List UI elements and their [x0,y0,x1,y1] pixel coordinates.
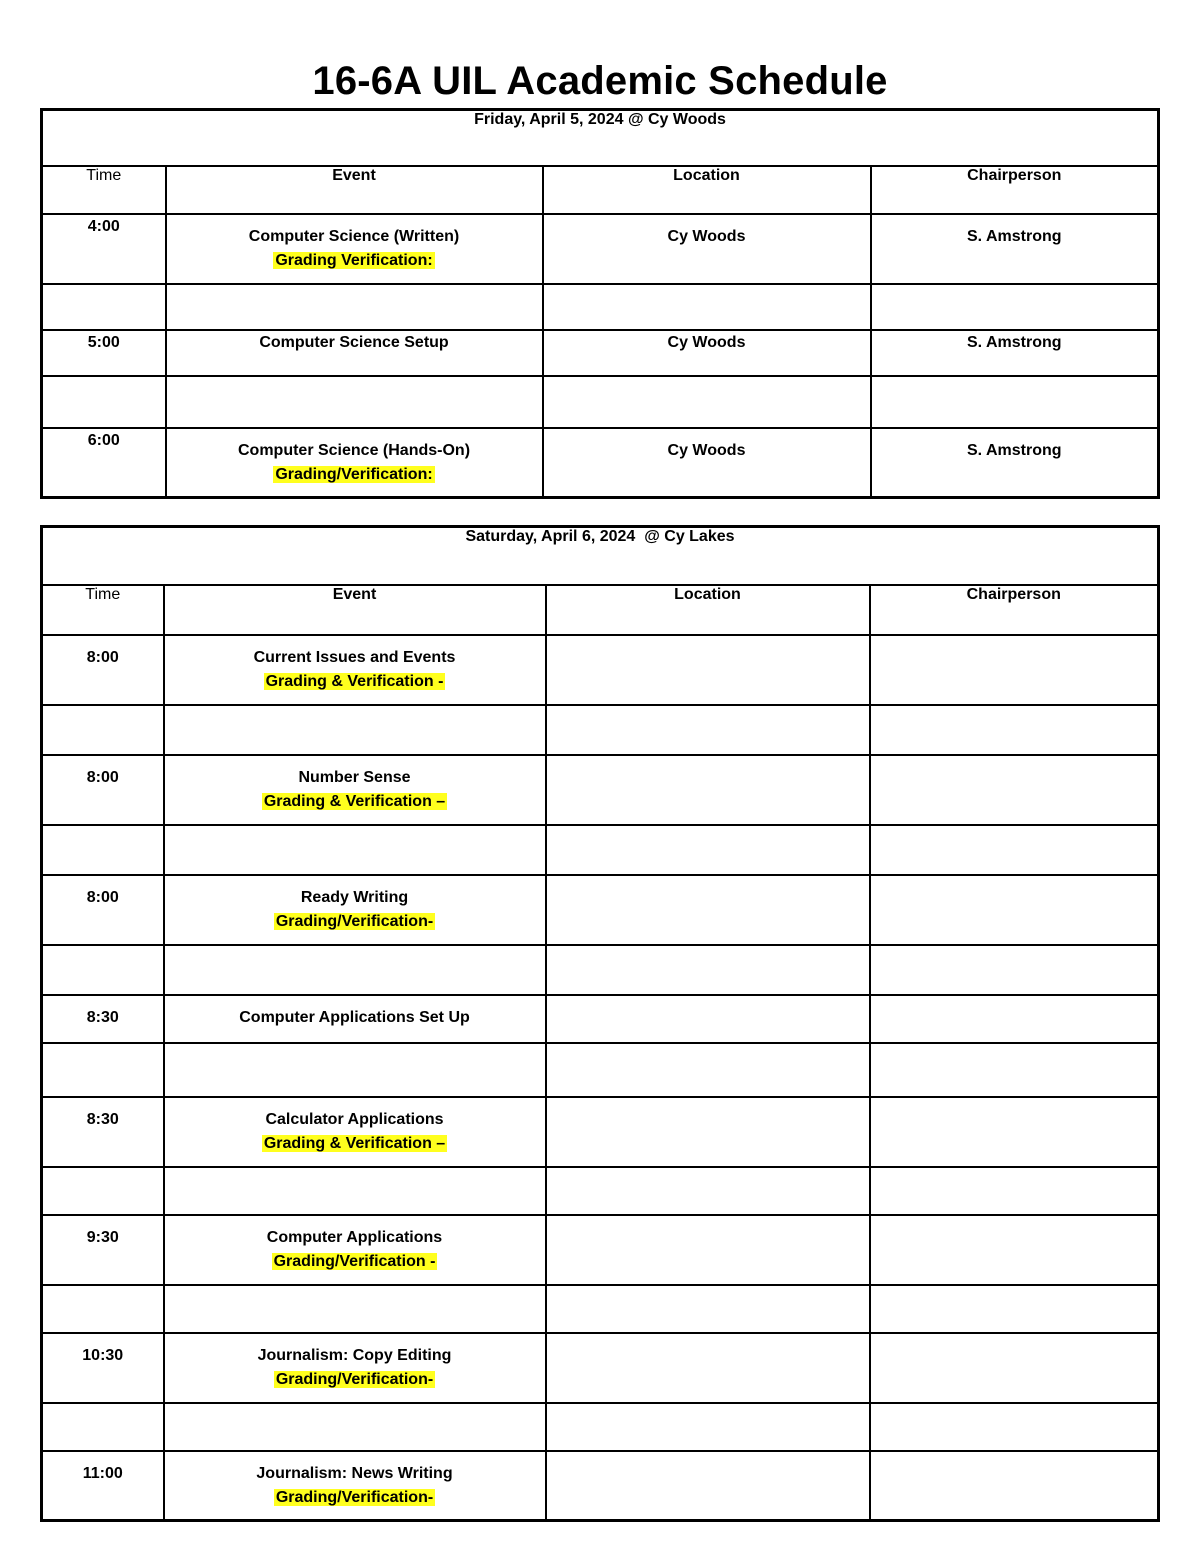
chairperson-cell [870,995,1159,1043]
chairperson-cell [870,705,1159,755]
saturday-day-heading: Saturday, April 6, 2024 @ Cy Lakes [42,527,1159,585]
table-row [42,376,1159,428]
column-header-chairperson: Chairperson [870,585,1159,635]
time-cell: 6:00 [42,428,166,498]
location-cell [546,705,870,755]
event-name: Journalism: News Writing [256,1464,453,1482]
time-cell: 5:00 [42,330,166,376]
chairperson-cell [870,1167,1159,1215]
saturday-day-heading-row [42,527,1159,585]
table-row [42,1333,1159,1403]
chairperson-cell [870,1403,1159,1451]
location-cell: Cy Woods [543,214,871,284]
event-name: Number Sense [298,768,411,786]
column-header-event: Event [166,166,543,214]
event-cell [166,330,543,376]
event-cell [164,1333,546,1403]
grading-note: Grading/Verification: [275,465,433,483]
time-cell [42,376,166,428]
event-name: Computer Science (Hands-On) [237,441,471,459]
friday-day-heading: Friday, April 5, 2024 @ Cy Woods [42,110,1159,166]
event-cell [164,1403,546,1451]
event-name: Ready Writing [300,888,409,906]
chairperson-cell [870,755,1159,825]
event-cell [164,1215,546,1285]
chairperson-cell [871,376,1159,428]
event-name: Journalism: Copy Editing [257,1346,452,1364]
table-row [42,1403,1159,1451]
table-row [42,995,1159,1043]
table-row [42,1215,1159,1285]
chairperson-cell [870,875,1159,945]
time-cell: 8:30 [42,995,164,1043]
table-row [42,1097,1159,1167]
location-cell [546,1043,870,1097]
location-cell [546,875,870,945]
time-cell [42,705,164,755]
event-cell [164,875,546,945]
saturday-schedule-table [40,525,1160,1522]
location-cell [546,945,870,995]
column-header-location: Location [543,166,871,214]
event-cell [164,825,546,875]
location-cell: Cy Woods [543,428,871,498]
chairperson-cell [870,635,1159,705]
event-cell [164,945,546,995]
location-cell [543,284,871,330]
event-name: Calculator Applications [265,1110,444,1128]
table-row [42,825,1159,875]
event-name: Computer Applications Set Up [239,1008,470,1026]
grading-note: Grading & Verification – [263,792,446,810]
event-cell [164,1043,546,1097]
grading-note: Grading & Verification - [265,672,444,690]
column-header-time: Time [42,166,166,214]
friday-schedule-table [40,108,1160,499]
location-cell [546,635,870,705]
chairperson-cell [870,1451,1159,1521]
time-cell [42,1043,164,1097]
event-name: Computer Applications [266,1228,443,1246]
event-cell [164,705,546,755]
grading-note: Grading/Verification - [273,1252,436,1270]
table-row [42,945,1159,995]
table-row [42,1167,1159,1215]
location-cell [546,1215,870,1285]
chairperson-cell: S. Amstrong [871,214,1159,284]
chairperson-cell: S. Amstrong [871,428,1159,498]
location-cell [546,1097,870,1167]
time-cell [42,825,164,875]
chairperson-cell [870,825,1159,875]
event-name: Computer Science Setup [259,333,449,351]
chairperson-cell [870,1097,1159,1167]
event-cell [166,214,543,284]
chairperson-cell [870,1215,1159,1285]
time-cell: 4:00 [42,214,166,284]
time-cell [42,1167,164,1215]
event-cell [166,376,543,428]
location-cell [546,1451,870,1521]
friday-day-heading-row [42,110,1159,166]
location-cell [546,1403,870,1451]
chairperson-cell [870,1333,1159,1403]
chairperson-cell [870,945,1159,995]
table-row [42,1043,1159,1097]
event-name: Computer Science (Written) [248,227,460,245]
page-title: 16-6A UIL Academic Schedule [312,59,888,103]
table-row [42,705,1159,755]
time-cell [42,945,164,995]
event-cell [166,284,543,330]
chairperson-cell [870,1285,1159,1333]
chairperson-cell: S. Amstrong [871,330,1159,376]
location-cell [546,1333,870,1403]
grading-note: Grading & Verification – [263,1134,446,1152]
event-name: Current Issues and Events [253,648,456,666]
time-cell: 8:00 [42,755,164,825]
column-header-chairperson: Chairperson [871,166,1159,214]
time-cell: 11:00 [42,1451,164,1521]
time-cell: 8:00 [42,875,164,945]
column-header-location: Location [546,585,870,635]
time-cell: 9:30 [42,1215,164,1285]
table-row [42,330,1159,376]
table-row [42,1285,1159,1333]
time-cell: 8:00 [42,635,164,705]
location-cell [546,1167,870,1215]
table-row [42,1451,1159,1521]
saturday-column-header-row [42,585,1159,635]
saturday-rows [42,635,1159,1521]
table-row [42,284,1159,330]
table-row [42,755,1159,825]
time-cell [42,1285,164,1333]
table-row [42,875,1159,945]
table-row [42,428,1159,498]
event-cell [164,1285,546,1333]
grading-note: Grading/Verification- [275,1370,434,1388]
event-cell [164,755,546,825]
event-cell [166,428,543,498]
time-cell: 10:30 [42,1333,164,1403]
time-cell [42,284,166,330]
event-cell [164,635,546,705]
location-cell [546,995,870,1043]
location-cell [546,755,870,825]
table-row [42,635,1159,705]
location-cell [543,376,871,428]
time-cell: 8:30 [42,1097,164,1167]
chairperson-cell [870,1043,1159,1097]
location-cell: Cy Woods [543,330,871,376]
event-cell [164,1167,546,1215]
grading-note: Grading Verification: [275,251,433,269]
grading-note: Grading/Verification- [275,912,434,930]
grading-note: Grading/Verification- [275,1488,434,1506]
friday-column-header-row [42,166,1159,214]
time-cell [42,1403,164,1451]
column-header-time: Time [42,585,164,635]
event-cell [164,1097,546,1167]
event-cell [164,995,546,1043]
location-cell [546,1285,870,1333]
column-header-event: Event [164,585,546,635]
chairperson-cell [871,284,1159,330]
table-row [42,214,1159,284]
event-cell [164,1451,546,1521]
location-cell [546,825,870,875]
